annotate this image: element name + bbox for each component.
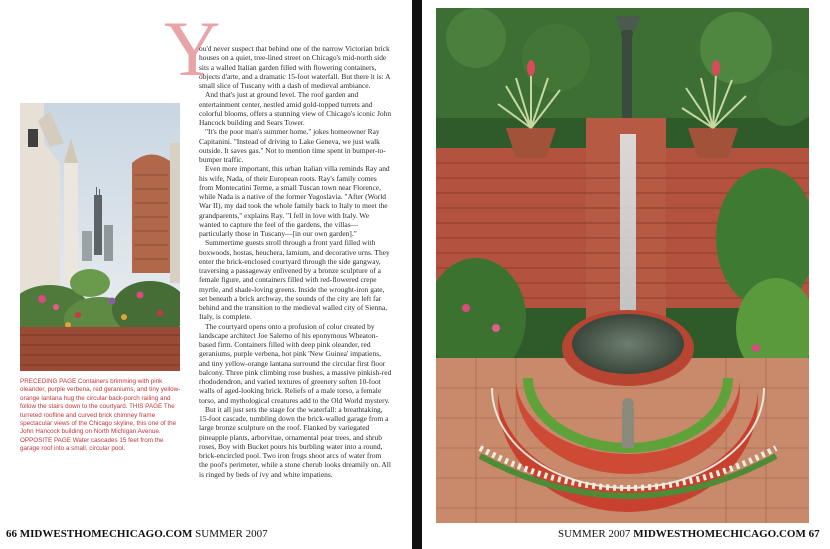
right-page-footer [558,528,820,540]
page-number: 66 [6,528,17,540]
article-paragraph: Even more important, this urban Italian villa reminds Ray and his wife, Nada, of their European roots. Ray's family comes from Montecatini Terme, a small Tuscan town near Florence, while Nada is a native of the former Yugoslavia. "After (World War II), my dad took the whole family back to Italy to meet the grandparents," explains Ray. "I fell in love with Italy. We wanted to capture the feel of the gardens, the villas—particularly those in Tuscany—[in our own garden]." [199,164,390,238]
article-paragraph: And that's just at ground level. The roof garden and entertainment center, nestled amid gold-topped turrets and colorful blooms, offers a stunning view of Chicago's iconic John Hancock building and Sears Tower. [199,90,392,127]
photo-caption [20,378,183,454]
page-number: 67 [808,528,820,540]
issue-date: SUMMER 2007 [195,528,268,540]
rooftop-skyline-photo [20,103,180,371]
caption-text: PRECEDING PAGE Containers brimming with pink oleander, purple verbena, red geraniums, and tiny yellow-orange lantana hug the circular back-porch railing and follow the stairs down to the courtyard. THIS PAGE The turreted roofline and curved brick chimney frame spectacular views of the Chicago skyline, this one of the John Hancock building on North Michigan Avenue. OPPOSITE PAGE Water cascades 15 feet from the garage roof into a small, circular pool. [20,378,181,453]
left-page [0,0,412,549]
article-paragraph: The courtyard opens onto a profusion of color created by landscape architect Joe Salerno of his eponymous Wheaton-based firm. Containers filled with deep pink oleander, red geraniums, purple verbena, hot pink 'New Guinea' impatiens, and tiny yellow-orange lantana surround the circular first floor balcony. Three pink climbing rose bushes, a massive pinkish-red rhododendron, and varied textures of greenery soften 10-foot walls of aged-looking brick. Reliefs of a male torso, a female torso, and mythological creatures add to the Old World mystery. [199,321,392,405]
site-name: MIDWESTHOMECHICAGO.COM [19,528,193,540]
site-name: MIDWESTHOMECHICAGO.COM [633,528,806,540]
article-paragraph: But it all just sets the stage for the waterfall: a breathtaking, 15-foot cascade, tumbling down the brick-walled garage from a large bronze sculpture on the roof. Flanked by variegated pineapple plants, arborvitae, ornamental pear trees, and shrub roses, Boy with Bucket pours his burbling water into a round, brick-encircled pool. Two iron frogs shoot arcs of water from the pool's perimeter, while a stone cherub looks dreamily on. All is ringed by beds of ivy and white impatiens. [199,404,391,479]
page-gutter [412,0,422,549]
article-paragraph: Summertime guests stroll through a front yard filled with boxwoods, hostas, heuchera, lamium, and decorative urns. They enter the brick-enclosed courtyard through the side gangway, traversing a passageway enlivened by a bronze sculpture of a female figure, and containers filled with red-flowered crepe myrtle, and shade-loving greens. Inside the wrought-iron gate, set beneath a brick archway, the sounds of the city are left far behind and the transition to the medieval walled city of Sienna, Italy, is complete. [199,238,390,322]
article-body [199,44,392,479]
drop-cap: Y [164,5,221,92]
article-paragraph: ou'd never suspect that behind one of the narrow Victorian brick houses on a quiet, tree-lined street on Chicago's mid-north side sits a walled Italian garden filled with flowering containers, objects d'arte, and a dramatic 15-foot waterfall. But there it is: A small slice of Tuscany with a dash of medieval ambiance. [199,44,391,90]
right-page [422,0,830,549]
issue-date: SUMMER 2007 [558,528,631,540]
left-page-footer [6,528,268,540]
article-paragraph: "It's the poor man's summer home," jokes homeowner Ray Capitanini. "Instead of driving to Lake Geneva, we just walk outside. It saves gas." Not to mention time spent in bumper-to-bumper traffic. [199,127,386,164]
waterfall-garden-photo [436,8,809,523]
